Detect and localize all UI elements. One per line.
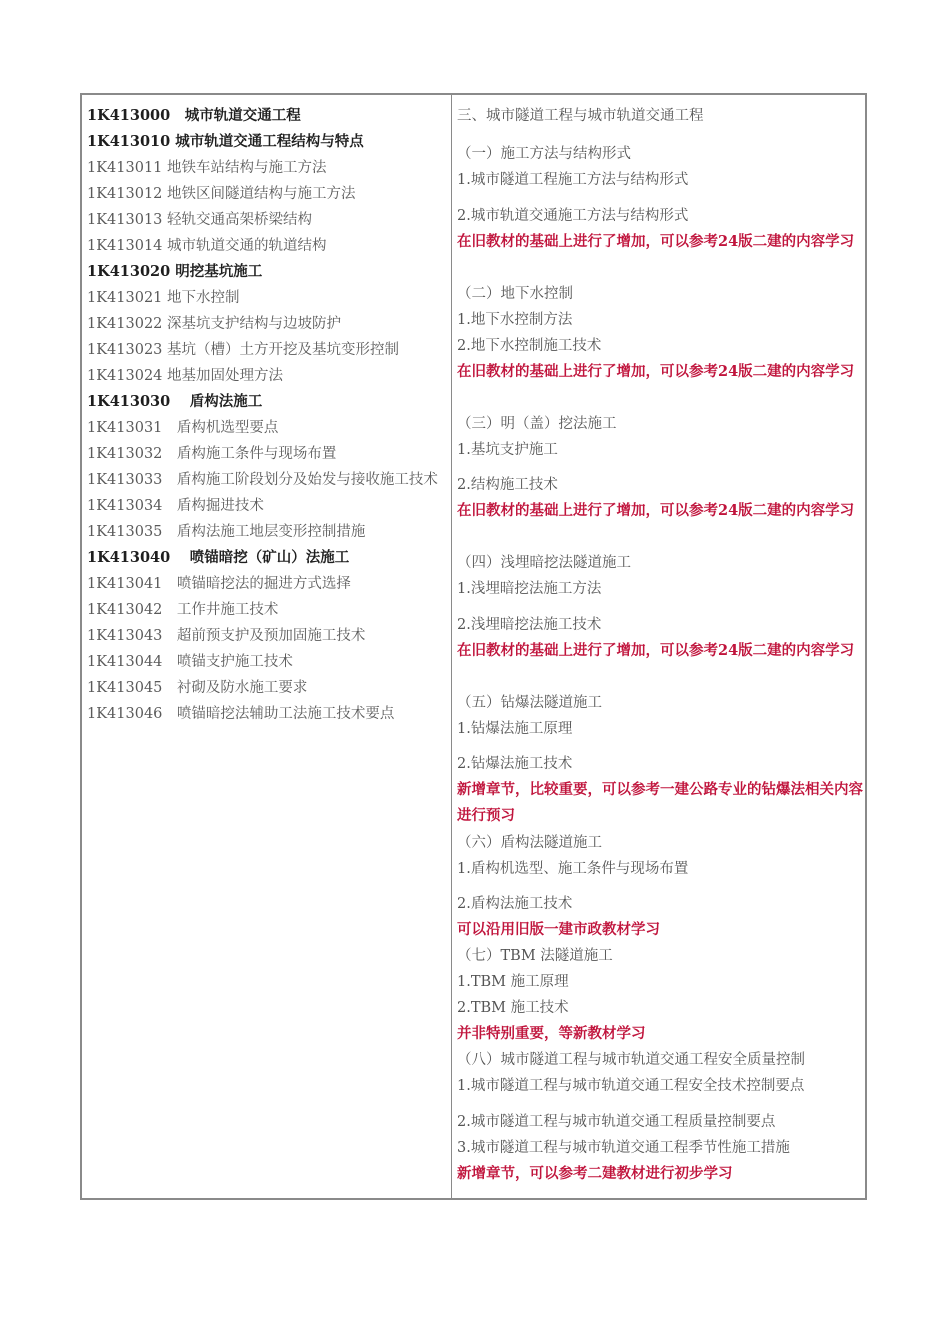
study-note: 在旧教材的基础上进行了增加，可以参考24版二建的内容学习 xyxy=(457,363,855,380)
left-item: 1K413020 明挖基坑施工 xyxy=(87,263,263,280)
left-item: 1K413044 喷锚支护施工技术 xyxy=(87,654,293,670)
list-item: 1.TBM 施工原理 xyxy=(457,974,569,990)
subsection-heading: （八）城市隧道工程与城市轨道交通工程安全质量控制 xyxy=(457,1052,805,1068)
list-item: 2.城市隧道工程与城市轨道交通工程质量控制要点 xyxy=(457,1114,776,1130)
list-item: 2.TBM 施工技术 xyxy=(457,1000,569,1016)
list-item: 1.城市隧道工程与城市轨道交通工程安全技术控制要点 xyxy=(457,1078,805,1094)
list-item: 2.浅埋暗挖法施工技术 xyxy=(457,617,602,633)
left-item: 1K413035 盾构法施工地层变形控制措施 xyxy=(87,524,366,540)
left-item: 1K413042 工作井施工技术 xyxy=(87,602,279,618)
study-note: 在旧教材的基础上进行了增加，可以参考24版二建的内容学习 xyxy=(457,642,855,659)
column-divider xyxy=(451,95,452,1198)
list-item: 2.结构施工技术 xyxy=(457,477,558,493)
list-item: 3.城市隧道工程与城市轨道交通工程季节性施工措施 xyxy=(457,1140,790,1156)
left-item: 1K413024 地基加固处理方法 xyxy=(87,368,284,384)
subsection-heading: （五）钻爆法隧道施工 xyxy=(457,695,602,711)
study-note: 在旧教材的基础上进行了增加，可以参考24版二建的内容学习 xyxy=(457,233,855,250)
section-heading: 三、城市隧道工程与城市轨道交通工程 xyxy=(457,108,704,124)
left-item: 1K413014 城市轨道交通的轨道结构 xyxy=(87,238,327,254)
left-item: 1K413033 盾构施工阶段划分及始发与接收施工技术 xyxy=(87,472,438,488)
list-item: 1.盾构机选型、施工条件与现场布置 xyxy=(457,861,689,877)
subsection-heading: （一）施工方法与结构形式 xyxy=(457,146,631,162)
left-item: 1K413030 盾构法施工 xyxy=(87,393,263,410)
study-note: 新增章节，比较重要，可以参考一建公路专业的钻爆法相关内容进行预习 xyxy=(457,781,863,824)
list-item: 1.浅埋暗挖法施工方法 xyxy=(457,581,602,597)
list-item: 2.城市轨道交通施工方法与结构形式 xyxy=(457,208,689,224)
list-item: 2.地下水控制施工技术 xyxy=(457,338,602,354)
left-item: 1K413032 盾构施工条件与现场布置 xyxy=(87,446,337,462)
left-item: 1K413010 城市轨道交通工程结构与特点 xyxy=(87,133,364,150)
left-item: 1K413021 地下水控制 xyxy=(87,290,240,306)
left-item: 1K413013 轻轨交通高架桥梁结构 xyxy=(87,212,313,228)
left-item: 1K413045 衬砌及防水施工要求 xyxy=(87,680,308,696)
list-item: 2.盾构法施工技术 xyxy=(457,896,573,912)
left-item: 1K413011 地铁车站结构与施工方法 xyxy=(87,160,327,176)
left-item: 1K413046 喷锚暗挖法辅助工法施工技术要点 xyxy=(87,706,395,722)
study-note: 可以沿用旧版一建市政教材学习 xyxy=(457,921,660,938)
subsection-heading: （七）TBM 法隧道施工 xyxy=(457,948,613,964)
left-item: 1K413031 盾构机选型要点 xyxy=(87,420,279,436)
subsection-heading: （三）明（盖）挖法施工 xyxy=(457,416,617,432)
left-item: 1K413043 超前预支护及预加固施工技术 xyxy=(87,628,366,644)
list-item: 1.钻爆法施工原理 xyxy=(457,721,573,737)
left-item: 1K413034 盾构掘进技术 xyxy=(87,498,264,514)
subsection-heading: （二）地下水控制 xyxy=(457,286,573,302)
left-item: 1K413023 基坑（槽）土方开挖及基坑变形控制 xyxy=(87,342,400,358)
subsection-heading: （六）盾构法隧道施工 xyxy=(457,835,602,851)
left-item: 1K413022 深基坑支护结构与边坡防护 xyxy=(87,316,342,332)
list-item: 1.城市隧道工程施工方法与结构形式 xyxy=(457,172,689,188)
study-note: 在旧教材的基础上进行了增加，可以参考24版二建的内容学习 xyxy=(457,502,855,519)
left-item: 1K413040 喷锚暗挖（矿山）法施工 xyxy=(87,549,350,566)
study-note: 并非特别重要，等新教材学习 xyxy=(457,1025,646,1042)
study-note: 新增章节，可以参考二建教材进行初步学习 xyxy=(457,1165,733,1182)
list-item: 1.基坑支护施工 xyxy=(457,442,558,458)
list-item: 2.钻爆法施工技术 xyxy=(457,756,573,772)
left-item: 1K413000 城市轨道交通工程 xyxy=(87,107,301,124)
subsection-heading: （四）浅埋暗挖法隧道施工 xyxy=(457,555,631,571)
syllabus-table xyxy=(80,93,867,1200)
left-item: 1K413012 地铁区间隧道结构与施工方法 xyxy=(87,186,356,202)
left-item: 1K413041 喷锚暗挖法的掘进方式选择 xyxy=(87,576,351,592)
list-item: 1.地下水控制方法 xyxy=(457,312,573,328)
